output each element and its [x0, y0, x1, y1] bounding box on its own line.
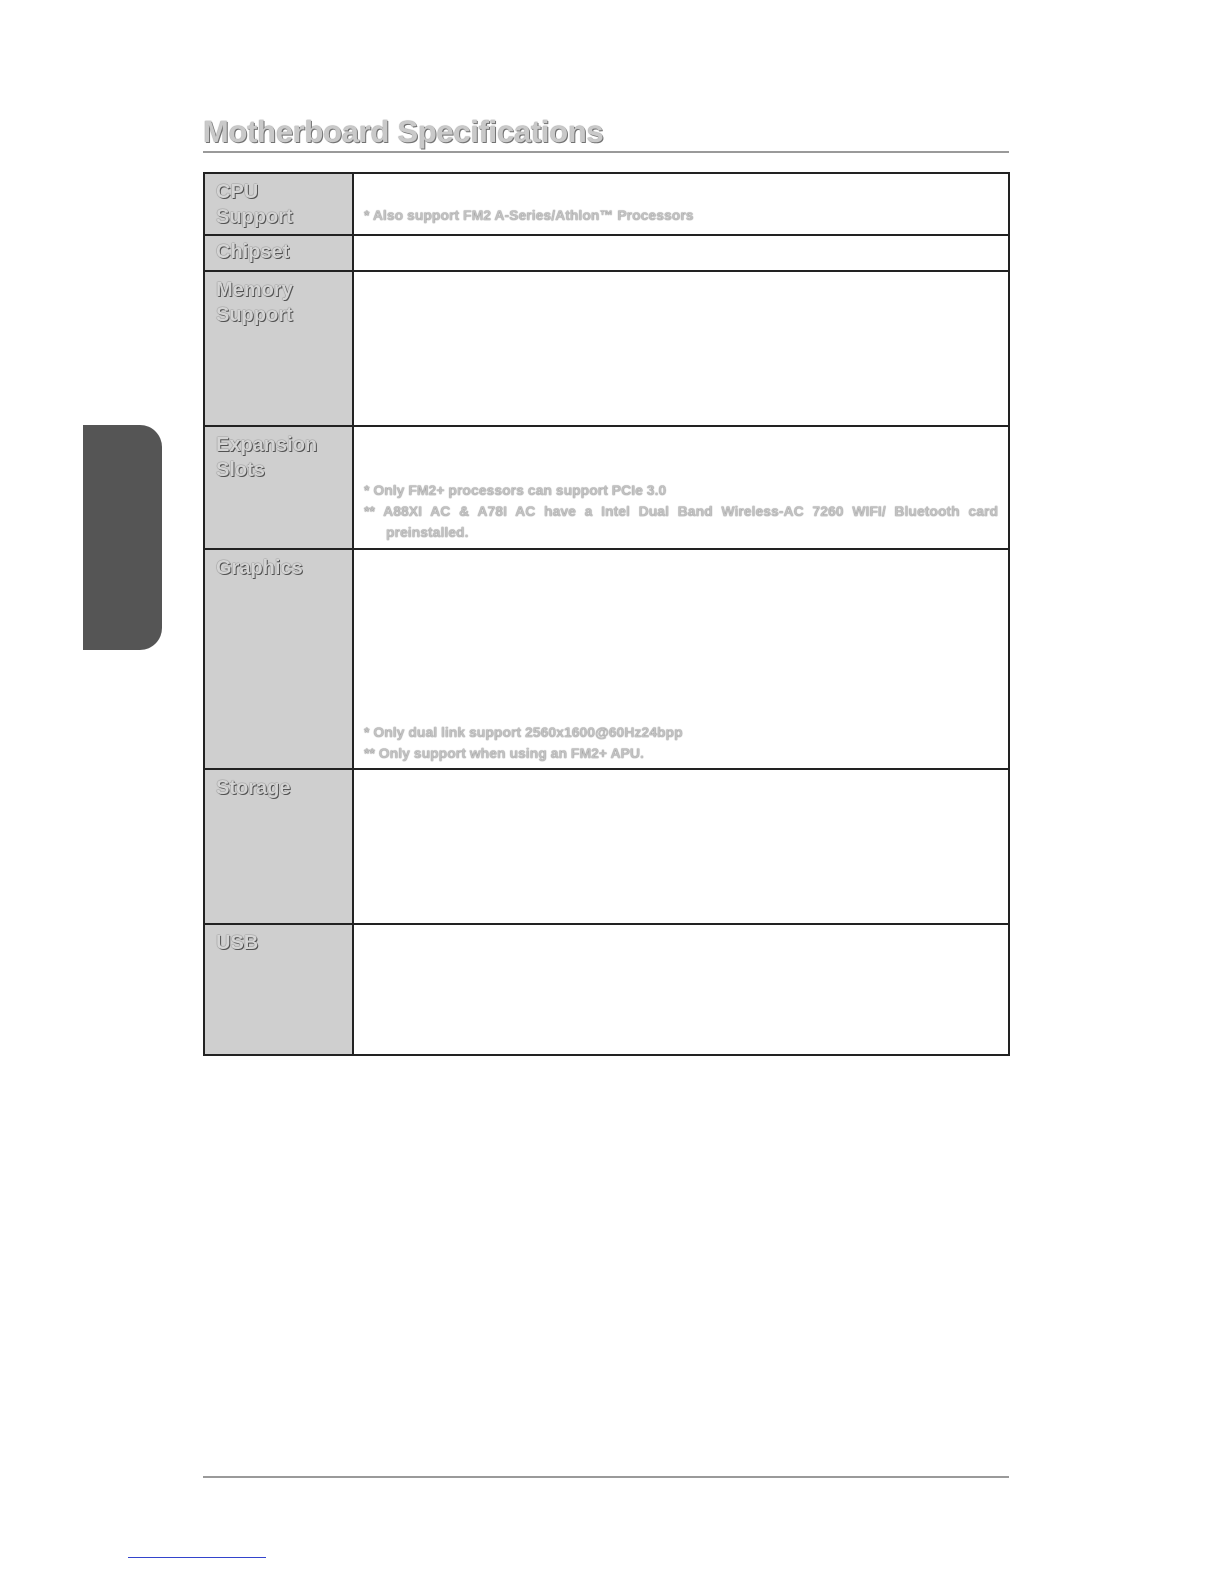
row-content-chipset — [353, 235, 1009, 271]
row-label-cpu-line2: Support — [216, 206, 293, 228]
row-label-usb: USB — [204, 924, 353, 1055]
spec-row-storage — [204, 769, 1009, 924]
title-divider — [203, 151, 1009, 153]
row-content-usb — [353, 924, 1009, 1055]
row-label-expansion-line2: Slots — [216, 459, 265, 481]
spec-row-expansion — [204, 426, 1009, 549]
row-label-memory-line2: Support — [216, 304, 293, 326]
expansion-note-2: ** A88XI AC & A78I AC have a Intel Dual Band Wireless-AC 7260 WIFI/ Bluetooth card preinstalled. — [364, 503, 998, 540]
row-label-cpu — [204, 173, 353, 235]
row-label-memory-line1: Memory — [216, 279, 293, 301]
graphics-note-1: * Only dual link support 2560x1600@60Hz24bpp — [364, 724, 683, 740]
page-title: Motherboard Specifications — [203, 114, 604, 149]
row-label-cpu-line1: CPU — [216, 181, 259, 203]
row-label-storage: Storage — [204, 769, 353, 924]
row-label-expansion-line1: Expansion — [216, 434, 318, 456]
row-label-memory — [204, 271, 353, 426]
graphics-note-2: ** Only support when using an FM2+ APU. — [364, 745, 644, 761]
spec-row-cpu — [204, 173, 1009, 235]
row-content-expansion — [353, 426, 1009, 549]
row-content-cpu — [353, 173, 1009, 235]
spec-row-memory — [204, 271, 1009, 426]
cpu-note: * Also support FM2 A-Series/Athlon™ Processors — [364, 207, 694, 223]
row-label-expansion — [204, 426, 353, 549]
spec-table — [203, 172, 1010, 1056]
spec-row-usb — [204, 924, 1009, 1055]
expansion-note-1: * Only FM2+ processors can support PCIe 3.0 — [364, 482, 667, 498]
chapter-side-tab — [83, 425, 162, 650]
row-label-graphics: Graphics — [204, 549, 353, 769]
row-label-chipset: Chipset — [204, 235, 353, 271]
row-content-graphics — [353, 549, 1009, 769]
footer-divider — [203, 1476, 1009, 1478]
row-content-storage — [353, 769, 1009, 924]
bottom-link-underline — [128, 1557, 266, 1558]
row-content-memory — [353, 271, 1009, 426]
spec-row-graphics — [204, 549, 1009, 769]
spec-row-chipset — [204, 235, 1009, 271]
